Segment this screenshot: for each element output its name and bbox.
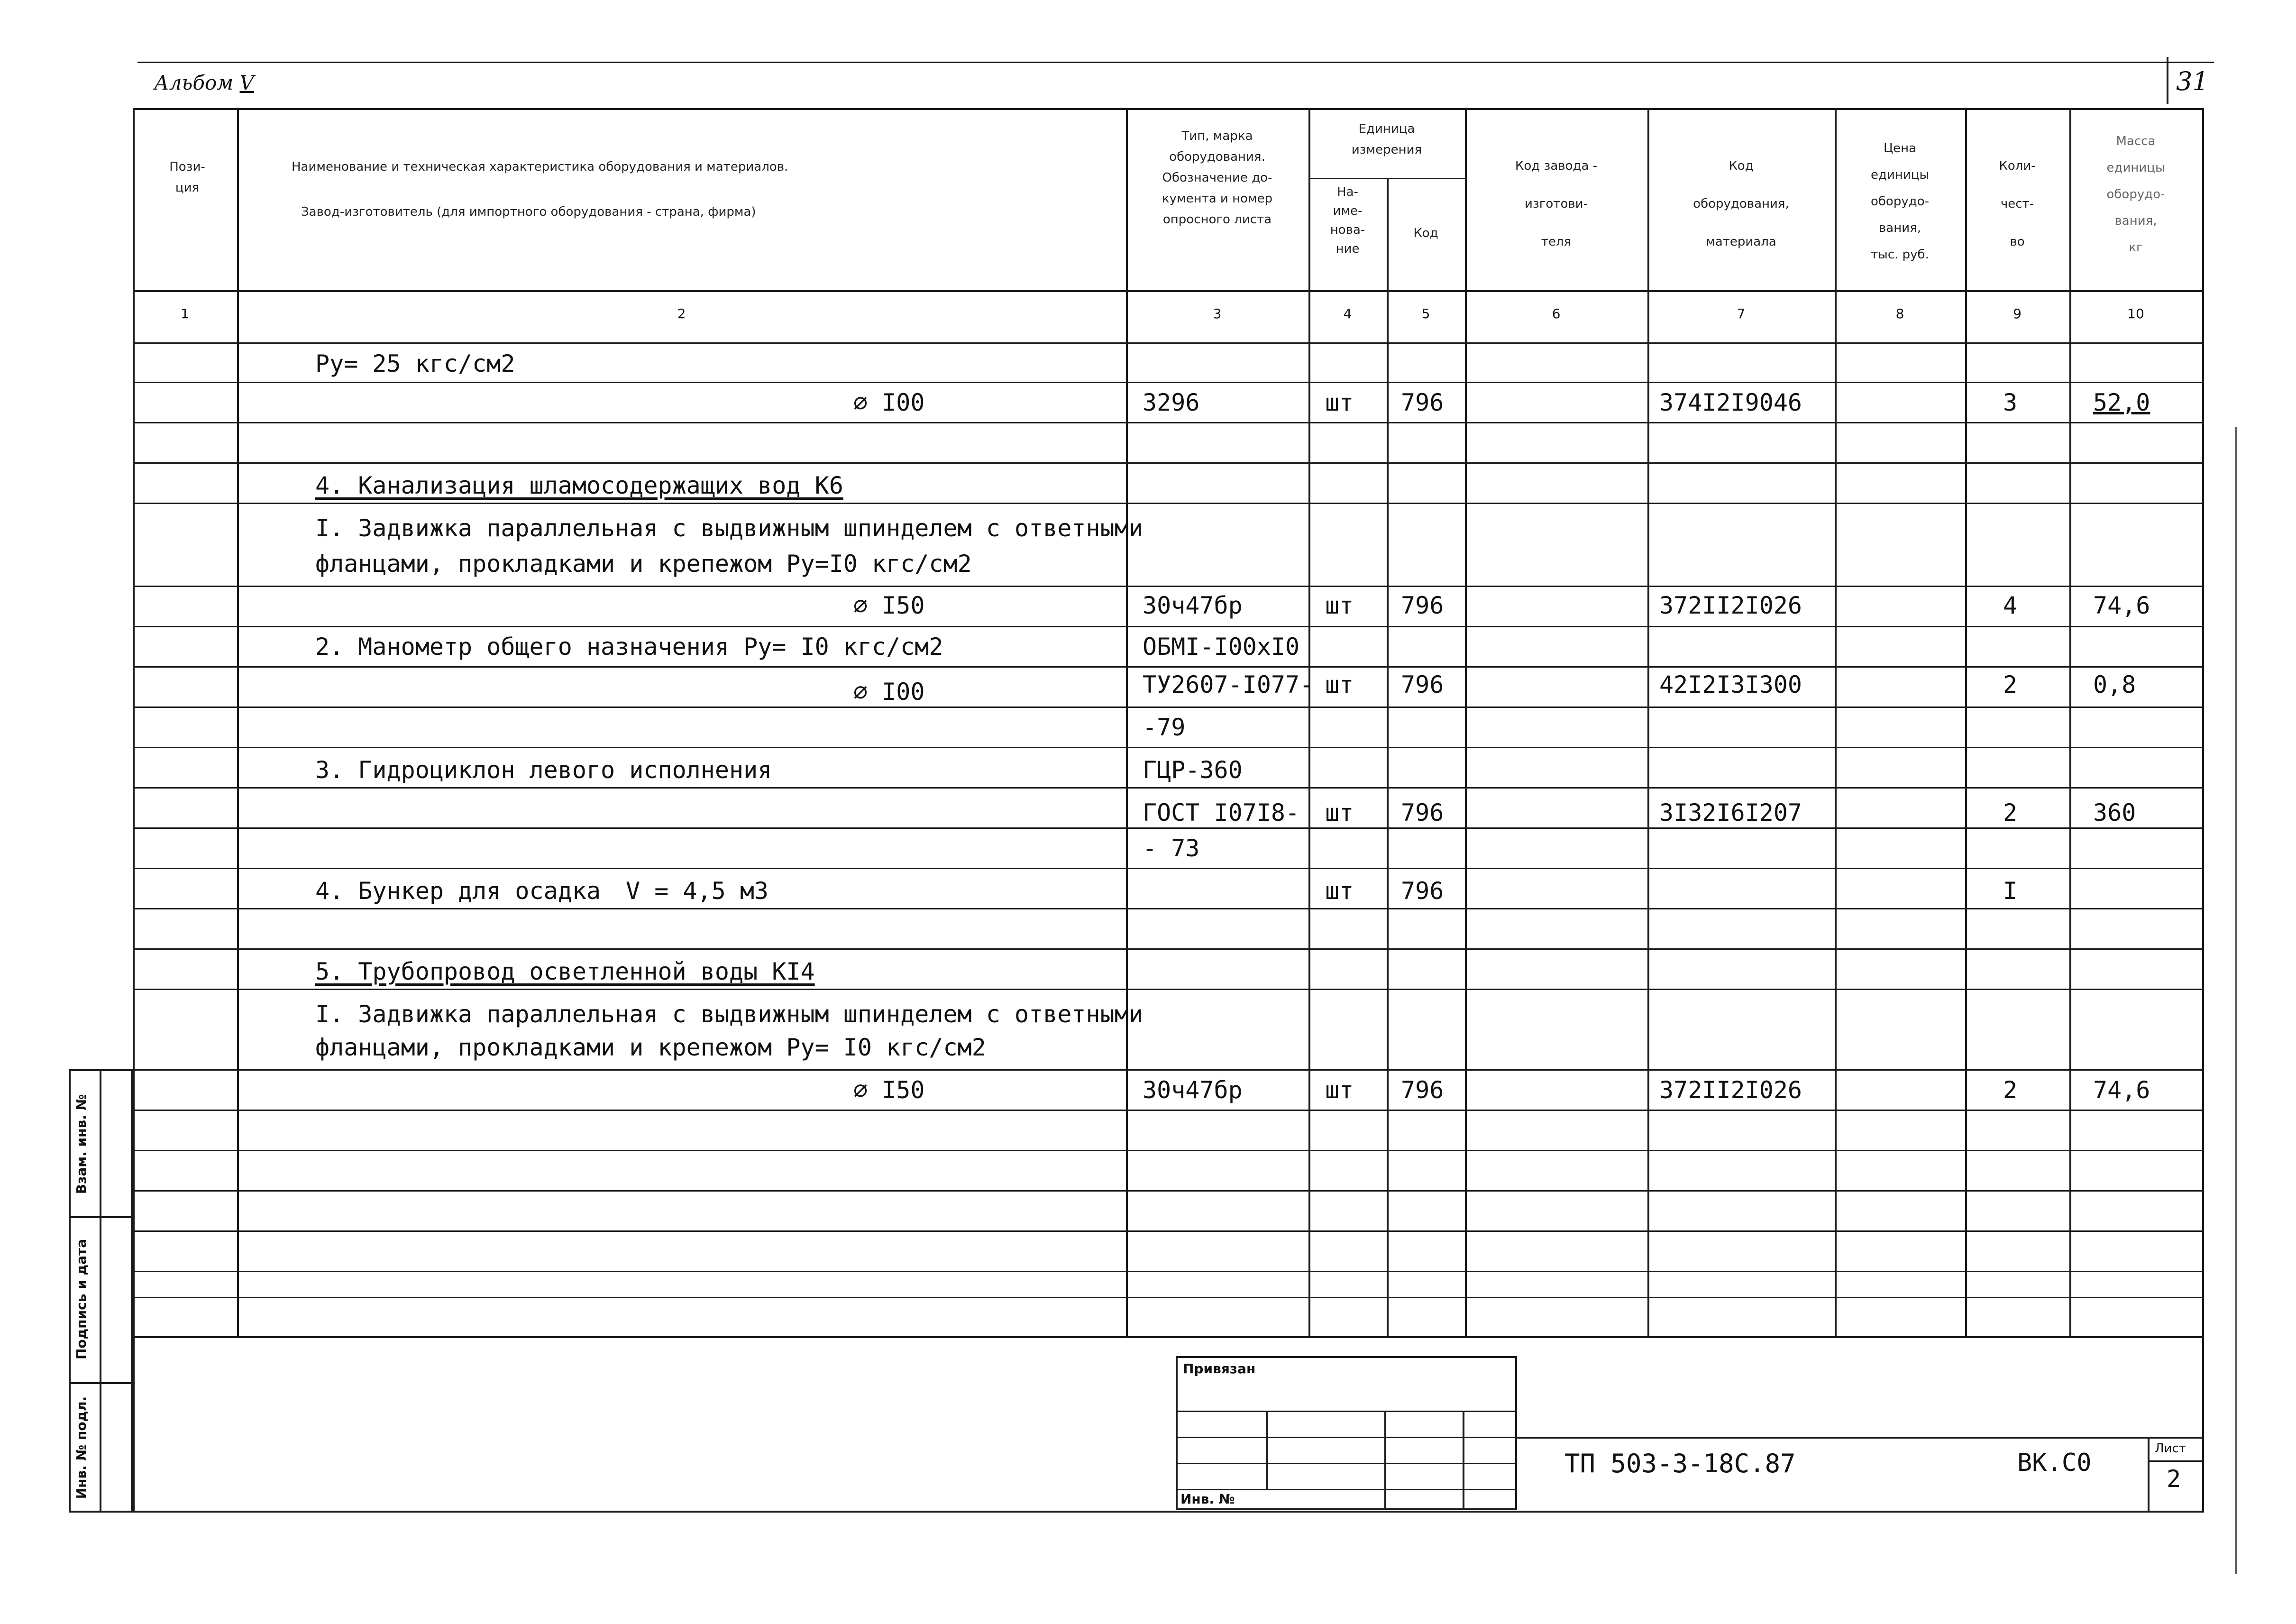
row-mass: 0,8 bbox=[2093, 671, 2136, 698]
row-quantity: 3 bbox=[2003, 389, 2018, 416]
column-number: 10 bbox=[2127, 306, 2144, 321]
row-mass: 74,6 bbox=[2093, 1076, 2150, 1104]
row-type: -79 bbox=[1143, 714, 1186, 741]
column-number: 4 bbox=[1343, 306, 1352, 321]
row-material-code: 3I32I6I207 bbox=[1659, 799, 1802, 826]
row-type: ГОСТ I07I8- bbox=[1143, 799, 1300, 826]
column-number: 8 bbox=[1895, 306, 1904, 321]
row-diameter: ⌀ I00 bbox=[853, 678, 925, 706]
side-label-inventory: Инв. № подл. bbox=[73, 1396, 89, 1499]
row-quantity: 2 bbox=[2003, 671, 2018, 698]
row-text: I. Задвижка параллельная с выдвижным шпинделем с ответными bbox=[315, 514, 1143, 542]
row-unit: шт bbox=[1325, 671, 1354, 698]
header-position: Пози- ция bbox=[169, 160, 205, 195]
section-heading: 5. Трубопровод осветленной воды КI4 bbox=[315, 958, 815, 985]
row-unit: шт bbox=[1325, 389, 1354, 416]
album-number: V bbox=[239, 71, 254, 94]
row-unit: шт bbox=[1325, 799, 1354, 826]
row-diameter: ⌀ I00 bbox=[853, 389, 925, 416]
row-unit-code: 796 bbox=[1401, 799, 1444, 826]
header-type: Тип, марка оборудования. Обозначение до- кумента и номер опросного листа bbox=[1162, 129, 1273, 227]
header-unit-group: Единица измерения bbox=[1351, 122, 1422, 157]
row-text: фланцами, прокладками и крепежом Ру= I0 кгс/см2 bbox=[315, 1034, 986, 1061]
sheet-code: ВК.С0 bbox=[2017, 1449, 2092, 1477]
column-number: 5 bbox=[1421, 306, 1430, 321]
row-text: I. Задвижка параллельная с выдвижным шпинделем с ответными bbox=[315, 1000, 1143, 1028]
stamp-linked-box bbox=[1176, 1356, 1517, 1510]
row-unit: шт bbox=[1325, 877, 1354, 905]
column-number: 7 bbox=[1737, 306, 1746, 321]
column-number: 2 bbox=[677, 306, 686, 321]
row-quantity: I bbox=[2003, 877, 2018, 905]
row-mass: 360 bbox=[2093, 799, 2136, 826]
row-material-code: 372II2I026 bbox=[1659, 1076, 1802, 1104]
row-unit: шт bbox=[1325, 592, 1354, 619]
row-type: 30ч47бр bbox=[1143, 592, 1243, 619]
header-name-line1: Наименование и техническая характеристика оборудования и материалов. bbox=[292, 160, 788, 174]
row-quantity: 4 bbox=[2003, 592, 2018, 619]
row-unit-code: 796 bbox=[1401, 877, 1444, 905]
row-type: - 73 bbox=[1143, 835, 1200, 862]
album-label: Альбом V bbox=[154, 71, 254, 94]
row-unit-code: 796 bbox=[1401, 671, 1444, 698]
row-diameter: ⌀ I50 bbox=[853, 592, 925, 619]
stamp-inv: Инв. № bbox=[1180, 1491, 1235, 1507]
header-mass: Масса единицы оборудо- вания, кг bbox=[2106, 134, 2165, 255]
table-frame-top bbox=[133, 108, 2202, 110]
row-type: 3296 bbox=[1143, 389, 1200, 416]
side-label-replacement: Взам. инв. № bbox=[73, 1094, 89, 1194]
row-mass: 52,0 bbox=[2093, 389, 2150, 416]
column-number: 3 bbox=[1213, 306, 1222, 321]
sheet-label: Лист bbox=[2155, 1441, 2186, 1456]
header-name-line2: Завод-изготовитель (для импортного оборудования - страна, фирма) bbox=[301, 205, 756, 219]
row-type: 30ч47бр bbox=[1143, 1076, 1243, 1104]
row-type: ГЦР-360 bbox=[1143, 756, 1243, 784]
column-number: 9 bbox=[2013, 306, 2022, 321]
doc-code: ТП 503-3-18С.87 bbox=[1564, 1449, 1796, 1478]
row-material-code: 372II2I026 bbox=[1659, 592, 1802, 619]
row-unit-code: 796 bbox=[1401, 1076, 1444, 1104]
row-unit-code: 796 bbox=[1401, 389, 1444, 416]
header-quantity: Коли- чест- во bbox=[1999, 159, 2036, 249]
header-manufacturer-code: Код завода - изготови- теля bbox=[1515, 159, 1598, 249]
stamp-linked: Привязан bbox=[1183, 1361, 1256, 1376]
row-unit-code: 796 bbox=[1401, 592, 1444, 619]
section-heading: 4. Канализация шламосодержащих вод К6 bbox=[315, 472, 843, 499]
row-text: Ру= 25 кгс/см2 bbox=[315, 350, 515, 377]
column-number: 6 bbox=[1552, 306, 1561, 321]
row-formula: V = 4,5 м3 bbox=[626, 877, 769, 905]
row-text: фланцами, прокладками и крепежом Ру=I0 кгс/см2 bbox=[315, 550, 972, 578]
row-material-code: 42I2I3I300 bbox=[1659, 671, 1802, 698]
row-quantity: 2 bbox=[2003, 1076, 2018, 1104]
row-text: 2. Манометр общего назначения Ру= I0 кгс/см2 bbox=[315, 633, 943, 661]
row-quantity: 2 bbox=[2003, 799, 2018, 826]
header-unit-code: Код bbox=[1413, 226, 1438, 240]
row-type: ТУ2607-I077- bbox=[1143, 671, 1314, 698]
header-unit-name: На- име- нова- ние bbox=[1330, 185, 1365, 256]
row-unit: шт bbox=[1325, 1076, 1354, 1104]
page-number: 31 bbox=[2176, 66, 2209, 96]
row-diameter: ⌀ I50 bbox=[853, 1076, 925, 1104]
row-type: ОБМI-I00хI0 bbox=[1143, 633, 1300, 661]
sheet-number: 2 bbox=[2167, 1465, 2181, 1493]
row-mass: 74,6 bbox=[2093, 592, 2150, 619]
row-material-code: 374I2I9046 bbox=[1659, 389, 1802, 416]
header-price: Цена единицы оборудо- вания, тыс. руб. bbox=[1870, 141, 1929, 262]
row-text: 3. Гидроциклон левого исполнения bbox=[315, 756, 772, 784]
row-text: 4. Бункер для осадка bbox=[315, 877, 601, 905]
side-label-signature: Подпись и дата bbox=[73, 1239, 89, 1360]
header-material-code: Код оборудования, материала bbox=[1693, 159, 1789, 249]
column-number: 1 bbox=[181, 306, 189, 321]
